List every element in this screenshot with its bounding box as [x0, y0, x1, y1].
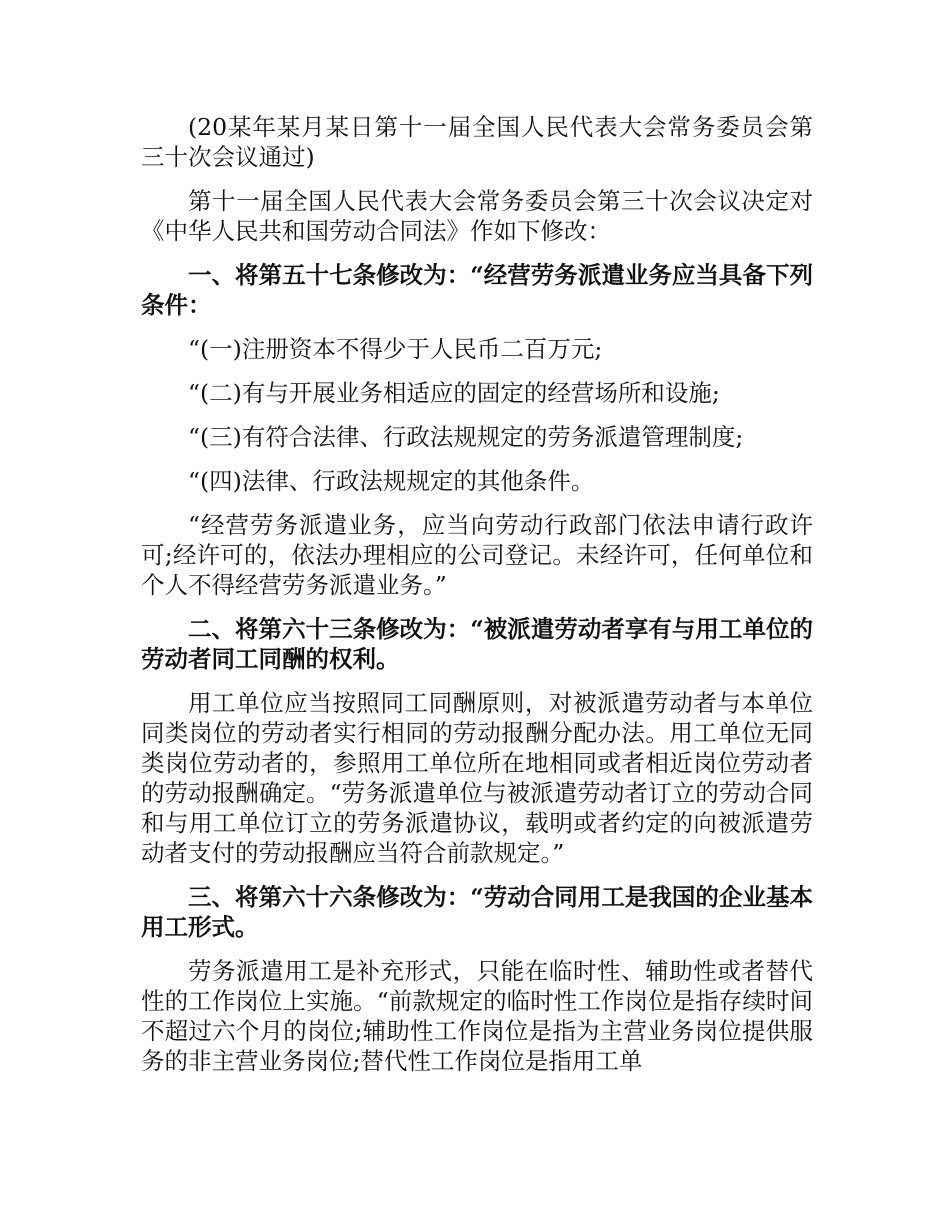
paragraph-equal-pay: 用工单位应当按照同工同酬原则，对被派遣劳动者与本单位同类岗位的劳动者实行相同的劳动报酬分配办法。用工单位无同类岗位劳动者的，参照用工单位所在地相同或者相近岗位劳动者的劳动报酬确定。“劳务派遣单位与被派遣劳动者订立的劳动合同和与用工单位订立的劳务派遣协议，载明或者约定的向被派遣劳动者支付的劳动报酬应当符合前款规定。” [141, 689, 813, 867]
paragraph-licensing: “经营劳务派遣业务，应当向劳动行政部门依法申请行政许可;经许可的，依法办理相应的公司登记。未经许可，任何单位和个人不得经营劳务派遣业务。” [141, 511, 813, 599]
paragraph-decision: 第十一届全国人民代表大会常务委员会第三十次会议决定对《中华人民共和国劳动合同法》作如下修改： [141, 187, 813, 245]
amendment-heading-1: 一、将第五十七条修改为：“经营劳务派遣业务应当具备下列条件： [141, 261, 813, 319]
amendment-heading-3: 三、将第六十六条修改为：“劳动合同用工是我国的企业基本用工形式。 [141, 883, 813, 941]
paragraph-dispatch-positions: 劳务派遣用工是补充形式，只能在临时性、辅助性或者替代性的工作岗位上实施。“前款规定的临时性工作岗位是指存续时间不超过六个月的岗位;辅助性工作岗位是指为主营业务岗位提供服务的非主营业务岗位;替代性工作岗位是指用工单 [141, 957, 813, 1075]
paragraph-adoption-note: (20某年某月某日第十一届全国人民代表大会常务委员会第三十次会议通过) [141, 113, 813, 171]
condition-item-4: “(四)法律、行政法规规定的其他条件。 [188, 467, 595, 495]
condition-item-2: “(二)有与开展业务相适应的固定的经营场所和设施; [188, 379, 720, 407]
document-page [141, 112, 813, 1090]
amendment-heading-2: 二、将第六十三条修改为：“被派遣劳动者享有与用工单位的劳动者同工同酬的权利。 [141, 615, 813, 673]
condition-item-3: “(三)有符合法律、行政法规规定的劳务派遣管理制度; [188, 423, 744, 451]
condition-item-1: “(一)注册资本不得少于人民币二百万元; [188, 335, 603, 363]
